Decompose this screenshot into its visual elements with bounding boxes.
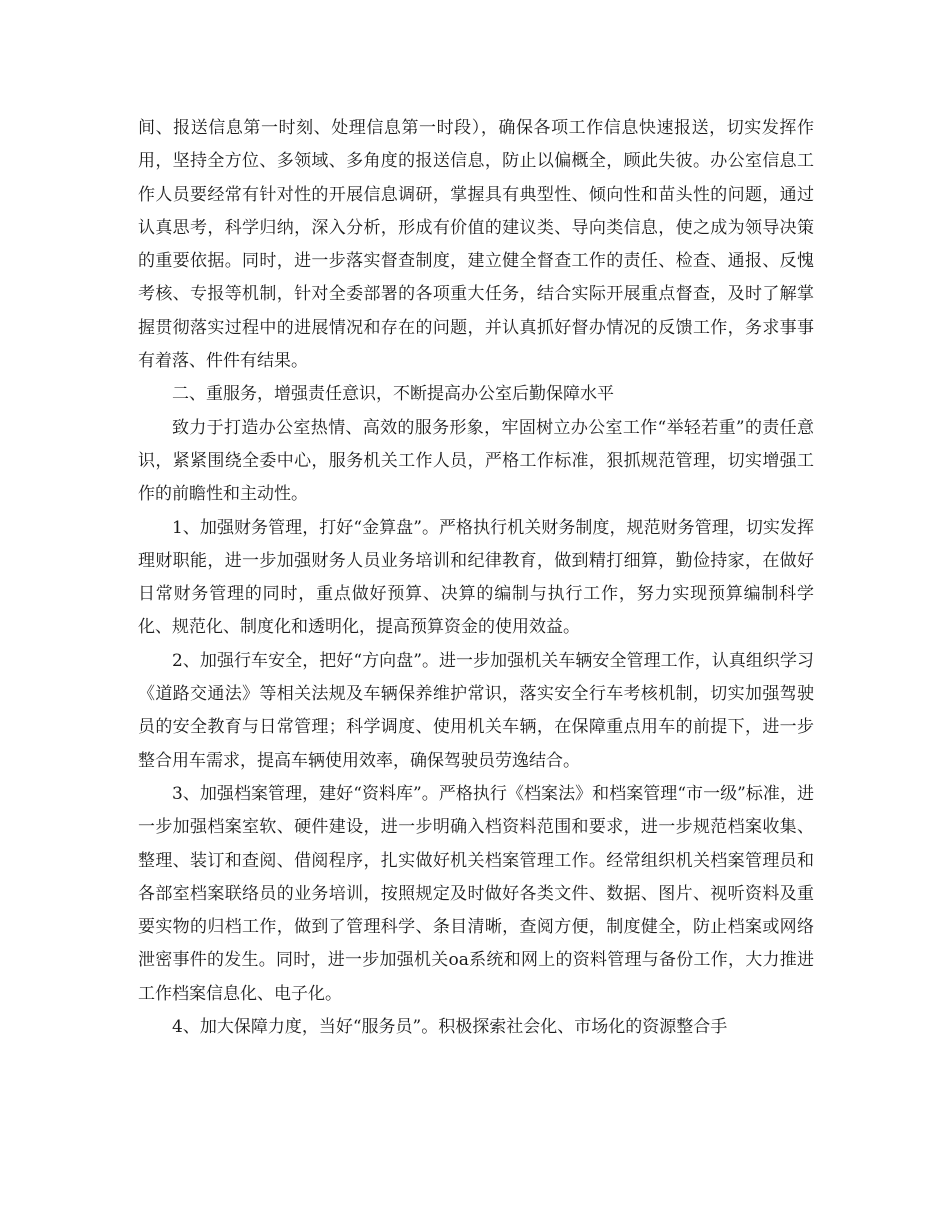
section-heading-2: 二、重服务，增强责任意识，不断提高办公室后勤保障水平 xyxy=(172,384,614,405)
paragraph-driving-safety: 2、加强行车安全，把好“方向盘”。进一步加强机关车辆安全管理工作，认真组织学习《道路交通法》等相关法规及车辆保养维护常识，落实安全行车考核机制，切实加强驾驶员的安全教育与日常管理；科学调度、使用机关车辆，在保障重点用车的前提下，进一步整合用车需求，提高车辆使用效率，确保驾驶员劳逸结合。 xyxy=(138,650,814,771)
document-body xyxy=(138,112,814,1044)
paragraph-finance: 1、加强财务管理，打好“金算盘”。严格执行机关财务制度，规范财务管理，切实发挥理财职能，进一步加强财务人员业务培训和纪律教育，做到精打细算，勤俭持家，在做好日常财务管理的同时，重点做好预算、决算的编制与执行工作，努力实现预算编制科学化、规范化、制度化和透明化，提高预算资金的使用效益。 xyxy=(138,517,814,638)
paragraph-1: 间、报送信息第一时刻、处理信息第一时段），确保各项工作信息快速报送，切实发挥作用，坚持全方位、多领域、多角度的报送信息，防止以偏概全，顾此失彼。办公室信息工作人员要经常有针对性的开展信息调研，掌握具有典型性、倾向性和苗头性的问题，通过认真思考，科学归纳，深入分析，形成有价值的建议类、导向类信息，使之成为领导决策的重要依据。同时，进一步落实督查制度，建立健全督查工作的责任、检查、通报、反愧考核、专报等机制，针对全委部署的各项重大任务，结合实际开展重点督查，及时了解掌握贯彻落实过程中的进展情况和存在的问题，并认真抓好督办情况的反馈工作，务求事事有着落、件件有结果。 xyxy=(138,118,814,372)
paragraph-archives: 3、加强档案管理，建好“资料库”。严格执行《档案法》和档案管理“市一级”标准，进一步加强档案室软、硬件建设，进一步明确入档资料范围和要求，进一步规范档案收集、整理、装订和查阅、借阅程序，扎实做好机关档案管理工作。经常组织机关档案管理员和各部室档案联络员的业务培训，按照规定及时做好各类文件、数据、图片、视听资料及重要实物的归档工作，做到了管理科学、条目清晰，查阅方便，制度健全，防止档案或网络泄密事件的发生。同时，进一步加强机关oa系统和网上的资料管理与备份工作，大力推进工作档案信息化、电子化。 xyxy=(138,783,814,1004)
paragraph-service: 4、加大保障力度，当好“服务员”。积极探索社会化、市场化的资源整合手 xyxy=(172,1017,728,1038)
paragraph-3: 致力于打造办公室热情、高效的服务形象，牢固树立办公室工作“举轻若重”的责任意识，紧紧围绕全委中心，服务机关工作人员，严格工作标准，狠抓规范管理，切实增强工作的前瞻性和主动性。 xyxy=(138,417,814,505)
